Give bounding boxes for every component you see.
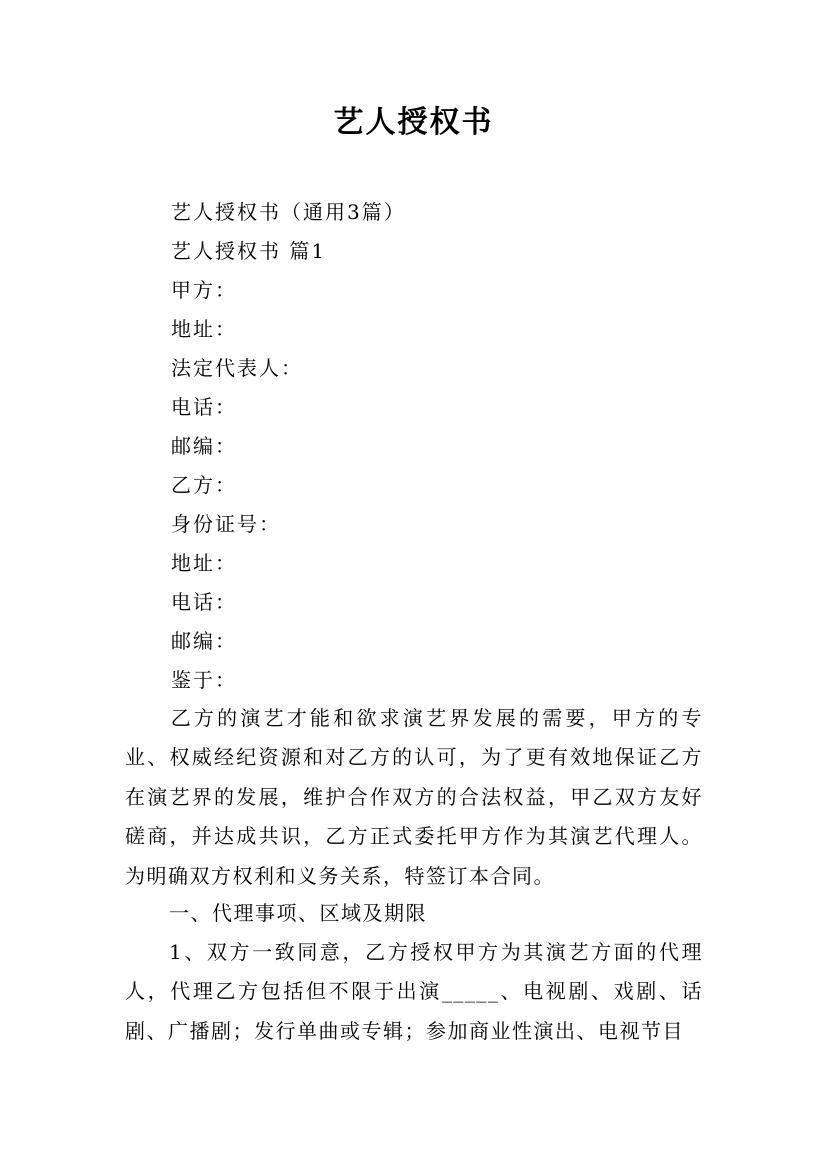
section-heading <box>125 894 703 933</box>
document-title: 艺人授权书 <box>333 105 494 140</box>
party-b-phone-label: 电话： <box>171 590 237 614</box>
party-b-postcode-label: 邮编： <box>171 629 237 653</box>
clause-1-paragraph <box>125 933 703 1051</box>
party-b-label: 乙方： <box>171 473 237 497</box>
clause-1-text: 1、双方一致同意，乙方授权甲方为其演艺方面的代理人，代理乙方包括但不限于出演_____、电视剧、戏剧、话剧、广播剧；发行单曲或专辑；参加商业性演出、电视节目 <box>125 940 703 1043</box>
party-a-postcode-label: 邮编： <box>171 434 237 458</box>
subtitle-collection: 艺人授权书（通用3篇） <box>171 200 406 224</box>
subtitle-section-1: 艺人授权书 篇1 <box>171 239 327 263</box>
party-b-address-label: 地址： <box>171 551 237 575</box>
section-heading-text: 一、代理事项、区域及期限 <box>169 901 427 925</box>
preamble-text: 乙方的演艺才能和欲求演艺界发展的需要，甲方的专业、权威经纪资源和对乙方的认可，为了更有效地保证乙方在演艺界的发展，维护合作双方的合法权益，甲乙双方友好磋商，并达成共识，乙方正式委托甲方作为其演艺代理人。为明确双方权利和义务关系，特签订本合同。 <box>125 706 703 888</box>
party-a-label: 甲方： <box>171 278 237 302</box>
party-a-address-label: 地址： <box>171 317 237 341</box>
legal-representative-label: 法定代表人： <box>171 356 303 380</box>
id-number-label: 身份证号： <box>171 512 281 536</box>
party-a-phone-label: 电话： <box>171 395 237 419</box>
whereas-label: 鉴于： <box>171 668 237 692</box>
preamble-paragraph <box>125 699 703 896</box>
